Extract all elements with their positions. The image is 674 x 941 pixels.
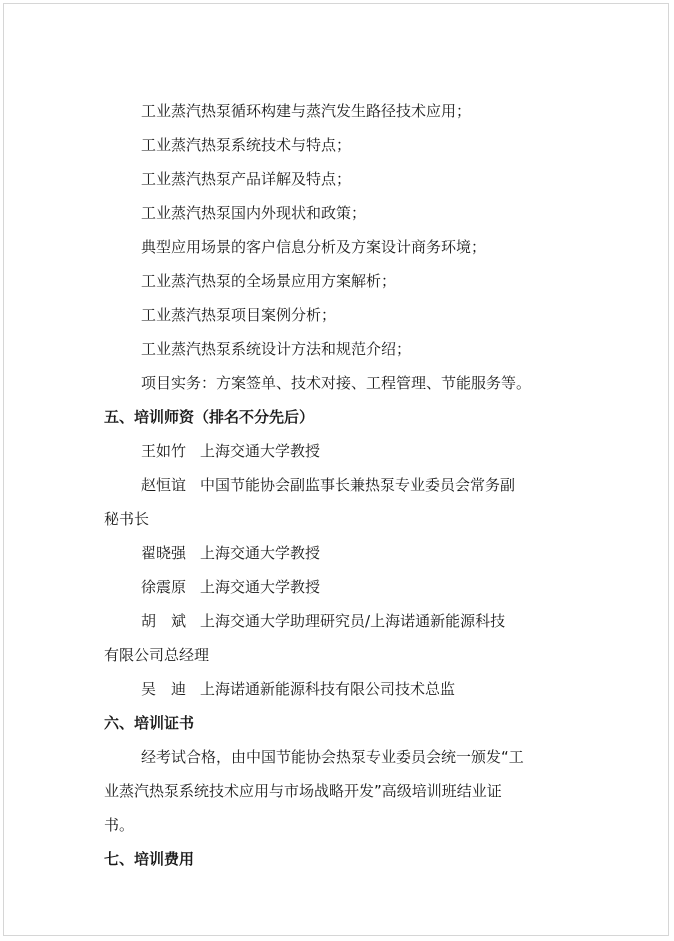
list-item: 工业蒸汽热泵的全场景应用方案解析； [141,272,397,290]
paragraph-line: 经考试合格，由中国节能协会热泵专业委员会统一颁发“工 [141,748,524,766]
list-item: 工业蒸汽热泵国内外现状和政策； [141,204,367,222]
teacher-row [104,536,584,570]
teacher-row [104,434,584,468]
teacher-row [104,604,584,638]
teacher-title: 中国节能协会副监事长兼热泵专业委员会常务副 [200,476,516,494]
document-page [3,3,669,936]
teacher-name: 赵恒谊 [141,476,187,494]
teacher-name: 翟晓强 [141,544,187,562]
teacher-name: 吴 迪 [141,680,187,698]
list-item: 工业蒸汽热泵系统设计方法和规范介绍； [141,340,412,358]
teacher-title: 上海诺通新能源科技有限公司技术总监 [200,680,456,698]
list-item: 工业蒸汽热泵项目案例分析； [141,306,337,324]
teacher-name: 徐震原 [141,578,187,596]
section-heading-fees: 七、培训费用 [104,850,195,868]
list-item: 典型应用场景的客户信息分析及方案设计商务环境； [141,238,487,256]
teacher-title: 上海交通大学教授 [200,442,321,460]
teacher-title: 上海交通大学教授 [200,578,321,596]
list-item: 工业蒸汽热泵产品详解及特点； [141,170,352,188]
list-item: 工业蒸汽热泵系统技术与特点； [141,136,352,154]
paragraph-line: 书。 [104,816,135,834]
teacher-row [104,570,584,604]
teacher-row [104,468,584,502]
section-heading-certificate: 六、培训证书 [104,714,195,732]
teacher-title: 上海交通大学教授 [200,544,321,562]
paragraph-line: 业蒸汽热泵系统技术应用与市场战略开发”高级培训班结业证 [104,782,502,800]
section-heading-teachers: 五、培训师资（排名不分先后） [104,408,315,426]
teacher-title-continued: 秘书长 [104,510,150,528]
teacher-title: 上海交通大学助理研究员/上海诺通新能源科技 [200,612,506,630]
list-item: 项目实务：方案签单、技术对接、工程管理、节能服务等。 [141,374,532,392]
document-body [104,94,584,876]
teacher-row [104,672,584,706]
teacher-name: 胡 斌 [141,612,187,630]
teacher-name: 王如竹 [141,442,187,460]
teacher-title-continued: 有限公司总经理 [104,646,210,664]
list-item: 工业蒸汽热泵循环构建与蒸汽发生路径技术应用； [141,102,472,120]
